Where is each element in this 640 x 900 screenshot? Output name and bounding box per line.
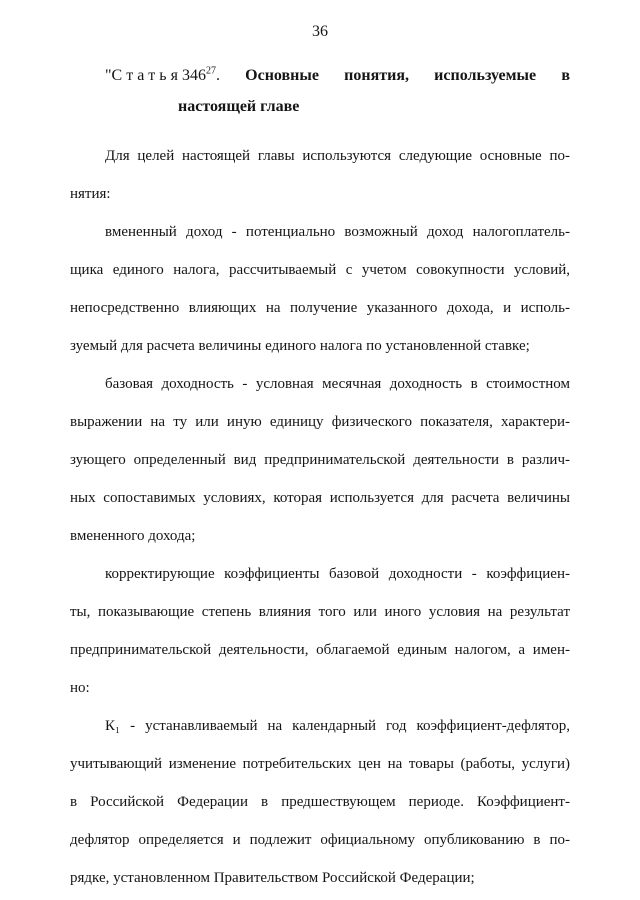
text-line: корректирующие коэффициенты базовой доходности - коэффициен-	[105, 566, 570, 582]
text-line: зуемый для расчета величины единого налога по установленной ставке;	[70, 338, 530, 354]
text-line: базовая доходность - условная месячная доходность в стоимостном	[105, 376, 570, 392]
text-line: непосредственно влияющих на получение указанного дохода, и исполь-	[70, 300, 570, 316]
text-line: зующего определенный вид предпринимательской деятельности в различ-	[70, 452, 570, 468]
article-dot: .	[215, 67, 220, 84]
text-line: в Российской Федерации в предшествующем периоде. Коэффициент-	[70, 794, 570, 810]
article-number: "С т а т ь я 346	[105, 67, 206, 84]
article-superscript: 27	[205, 65, 216, 77]
paragraph	[70, 707, 570, 897]
text-line: нятия:	[70, 186, 111, 202]
text-line: рядке, установленном Правительством Российской Федерации;	[70, 870, 475, 886]
page-number: 36	[312, 23, 328, 40]
article-title-word: используемые	[434, 67, 537, 84]
paragraph	[70, 137, 570, 213]
text-line: предпринимательской деятельности, облагаемой единым налогом, а имен-	[70, 642, 570, 658]
text-line: ты, показывающие степень влияния того или иного условия на результат	[70, 604, 570, 620]
text-line: учитывающий изменение потребительских цен на товары (работы, услуги)	[70, 756, 570, 772]
article-title-line2: настоящей главе	[178, 98, 300, 115]
article-heading	[105, 60, 570, 122]
text-line: выражении на ту или иную единицу физического показателя, характери-	[70, 414, 570, 430]
paragraph	[70, 365, 570, 555]
article-label	[105, 60, 220, 91]
text-line: вмененный доход - потенциально возможный доход налогоплатель-	[105, 224, 570, 240]
text-line: вмененного дохода;	[70, 528, 196, 544]
text-line: ных сопоставимых условиях, которая используется для расчета величины	[70, 490, 570, 506]
text-line: К₁ - устанавливаемый на календарный год коэффициент-дефлятор,	[105, 718, 570, 734]
paragraph	[70, 213, 570, 365]
paragraph	[70, 555, 570, 707]
document-body	[70, 137, 570, 897]
article-title-word: в	[561, 67, 570, 84]
article-title-word: понятия,	[344, 67, 409, 84]
text-line: щика единого налога, рассчитываемый с учетом совокупности условий,	[70, 262, 570, 278]
article-heading-line1	[105, 60, 570, 91]
text-line: Для целей настоящей главы используются следующие основные по-	[105, 148, 570, 164]
text-line: дефлятор определяется и подлежит официальному опубликованию в по-	[70, 832, 570, 848]
text-line: но:	[70, 680, 90, 696]
article-title-word: Основные	[245, 67, 319, 84]
